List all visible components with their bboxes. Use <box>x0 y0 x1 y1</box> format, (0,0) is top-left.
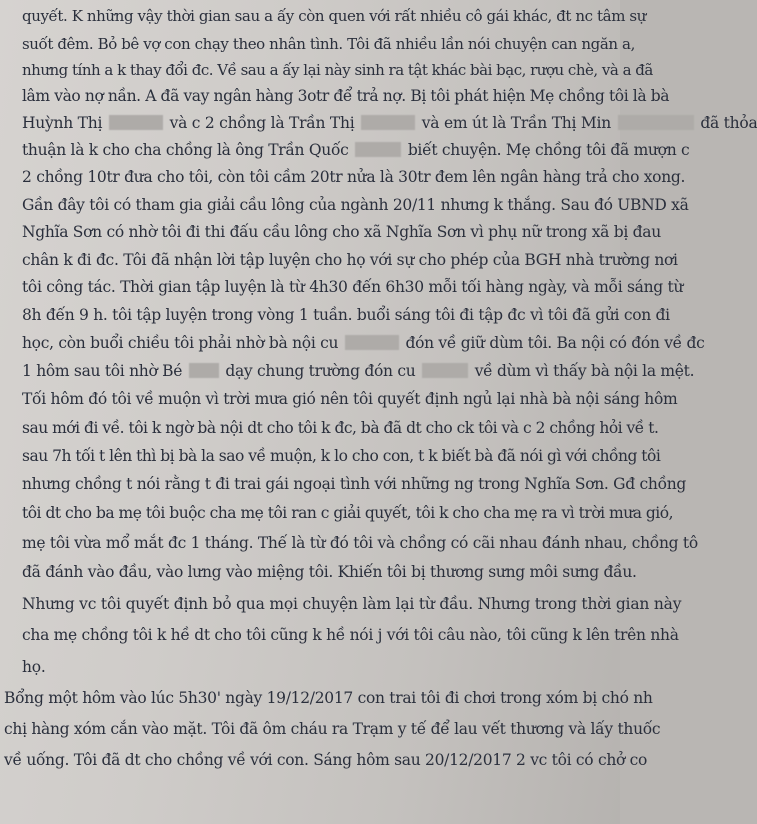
text-segment: biết chuyện. Mẹ chồng tôi đã mượn c <box>407 141 690 159</box>
redaction-block <box>109 115 163 130</box>
text-line: cha mẹ chồng tôi k hề dt cho tôi cũng k hề nói j với tôi câu nào, tôi cũng k lên trên nhà <box>22 626 679 644</box>
text-line: 8h đến 9 h. tôi tập luyện trong vòng 1 tuần. buổi sáng tôi đi tập đc vì tôi đã gửi con đi <box>22 306 670 324</box>
text-segment: thuận là k cho cha chồng là ông Trần Quốc <box>22 141 349 159</box>
text-segment: về dùm vì thấy bà nội la mệt. <box>474 362 695 380</box>
text-line: 2 chồng 10tr đưa cho tôi, còn tôi cầm 20tr nửa là 30tr đem lên ngân hàng trả cho xong. <box>22 168 686 186</box>
text-line: suốt đêm. Bỏ bê vợ con chạy theo nhân tình. Tôi đã nhiều lần nói chuyện can ngăn a, <box>22 35 635 53</box>
text-line: Bổng một hôm vào lúc 5h30' ngày 19/12/2017 con trai tôi đi chơi trong xóm bị chó nh <box>4 689 653 707</box>
text-line <box>22 138 689 162</box>
text-line: mẹ tôi vừa mổ mắt đc 1 tháng. Thế là từ đó tôi và chồng có cãi nhau đánh nhau, chồng tô <box>22 534 698 552</box>
text-line: Gần đây tôi có tham gia giải cầu lông của ngành 20/11 nhưng k thắng. Sau đó UBND xã <box>22 196 689 214</box>
redaction-block <box>355 142 401 157</box>
text-line: quyết. K những vậy thời gian sau a ấy còn quen với rất nhiều cô gái khác, đt nc tâm sự <box>22 7 646 25</box>
text-line <box>22 359 694 383</box>
text-line: lâm vào nợ nần. A đã vay ngân hàng 3otr để trả nợ. Bị tôi phát hiện Mẹ chồng tôi là bà <box>22 87 670 105</box>
text-line: về uống. Tôi đã dt cho chồng về với con. Sáng hôm sau 20/12/2017 2 vc tôi có chở co <box>4 751 648 769</box>
text-line: tôi dt cho ba mẹ tôi buộc cha mẹ tôi ran c giải quyết, tôi k cho cha mẹ ra vì trời mưa gió, <box>22 504 674 522</box>
text-line: Tối hôm đó tôi về muộn vì trời mưa gió nên tôi quyết định ngủ lại nhà bà nội sáng hôm <box>22 390 678 408</box>
text-line: sau 7h tối t lên thì bị bà la sao về muộn, k lo cho con, t k biết bà đã nói gì với chồng tôi <box>22 447 661 465</box>
text-segment: học, còn buổi chiều tôi phải nhờ bà nội cu <box>22 334 339 352</box>
redaction-block <box>345 335 399 350</box>
text-segment: và c 2 chồng là Trần Thị <box>169 114 355 132</box>
text-segment: đã thỏa <box>700 114 757 132</box>
text-line: họ. <box>22 658 46 676</box>
text-segment: Huỳnh Thị <box>22 114 103 132</box>
text-line <box>22 111 757 135</box>
text-line: sau mới đi về. tôi k ngờ bà nội dt cho tôi k đc, bà đã dt cho ck tôi và c 2 chồng hỏi về t. <box>22 419 659 437</box>
text-line: tôi công tác. Thời gian tập luyện là từ 4h30 đến 6h30 mỗi tối hàng ngày, và mỗi sáng từ <box>22 278 684 296</box>
redaction-block <box>618 115 694 130</box>
text-segment: dạy chung trường đón cu <box>225 362 416 380</box>
text-line: nhưng tính a k thay đổi đc. Về sau a ấy lại này sinh ra tật khác bài bạc, rượu chè, và a đã <box>22 61 653 79</box>
text-line: Nghĩa Sơn có nhờ tôi đi thi đấu cầu lông cho xã Nghĩa Sơn vì phụ nữ trong xã bị đau <box>22 223 661 241</box>
redaction-block <box>189 363 219 378</box>
text-line: chị hàng xóm cắn vào mặt. Tôi đã ôm cháu ra Trạm y tế để lau vết thương và lấy thuốc <box>4 720 661 738</box>
redaction-block <box>422 363 468 378</box>
text-line: Nhưng vc tôi quyết định bỏ qua mọi chuyện làm lại từ đầu. Nhưng trong thời gian này <box>22 595 682 613</box>
redaction-block <box>361 115 415 130</box>
text-line: nhưng chồng t nói rằng t đi trai gái ngoại tình với những ng trong Nghĩa Sơn. Gđ chồng <box>22 475 687 493</box>
text-segment: đón về giữ dùm tôi. Ba nội có đón về đc <box>405 334 705 352</box>
text-line: đã đánh vào đầu, vào lưng vào miệng tôi. Khiến tôi bị thương sưng môi sưng đầu. <box>22 563 637 581</box>
text-segment: và em út là Trần Thị Min <box>421 114 611 132</box>
text-line: chân k đi đc. Tôi đã nhận lời tập luyện cho họ với sự cho phép của BGH nhà trường nơi <box>22 251 678 269</box>
text-segment: 1 hôm sau tôi nhờ Bé <box>22 362 183 380</box>
text-line <box>22 331 705 355</box>
